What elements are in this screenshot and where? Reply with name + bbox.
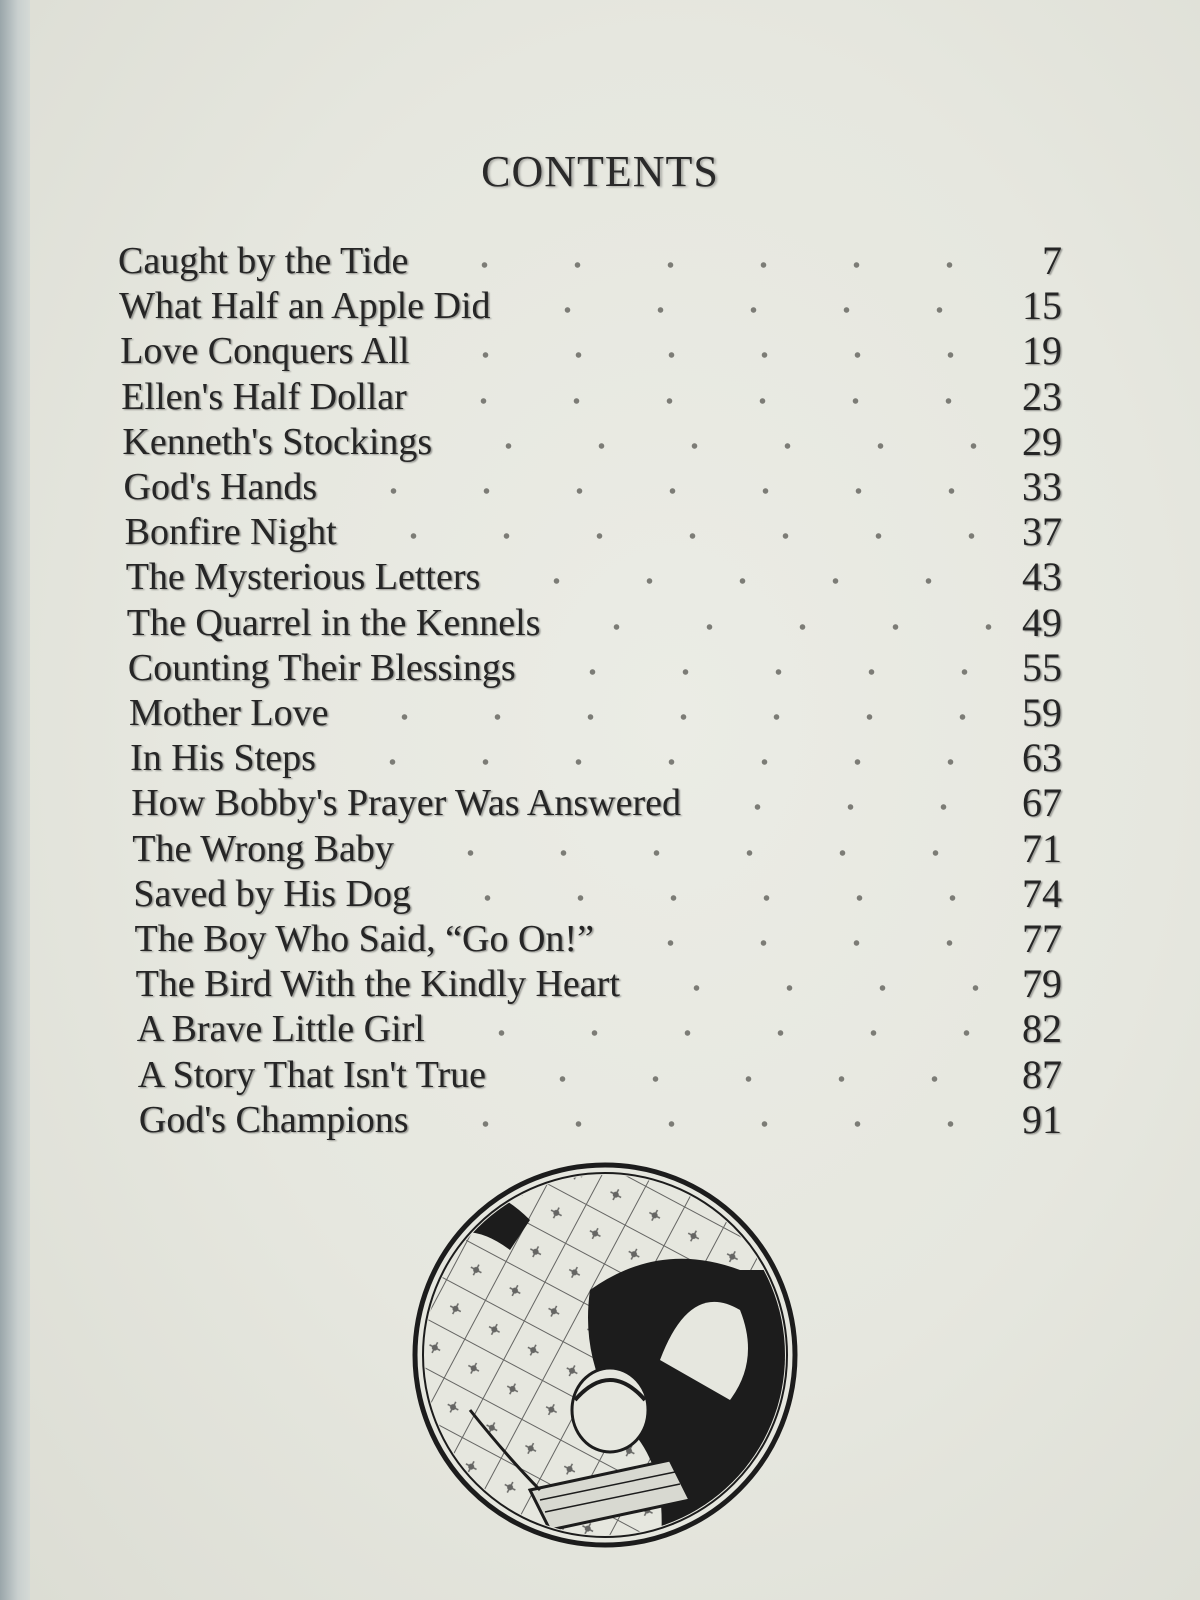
toc-entry-page-number: 7: [1042, 238, 1062, 283]
toc-entry-title: Ellen's Half Dollar: [121, 375, 407, 418]
dot-leader: [441, 895, 992, 901]
toc-entry: [120, 328, 1062, 374]
page-title: CONTENTS: [481, 147, 719, 196]
toc-entry-page-number: 55: [1021, 644, 1062, 690]
toc-entry: [121, 374, 1062, 420]
toc-entry-page-number: 29: [1021, 418, 1062, 464]
dot-leader: [711, 804, 992, 810]
toc-entry-page-number: 19: [1021, 328, 1062, 374]
toc-entry: [138, 1052, 1062, 1098]
toc-entry-page-number: 15: [1021, 283, 1062, 329]
toc-entry: [126, 554, 1062, 600]
toc-entry-title: The Mysterious Letters: [125, 556, 481, 599]
toc-entry-page-number: 87: [1021, 1051, 1062, 1097]
toc-entry: [132, 826, 1062, 872]
toc-entry-title: What Half an Apple Did: [119, 285, 491, 328]
circular-vignette-illustration: [410, 1160, 800, 1550]
dot-leader: [439, 352, 992, 358]
toc-entry: [139, 1097, 1062, 1143]
dot-leader: [462, 443, 992, 449]
dot-leader: [570, 624, 992, 630]
toc-entry-page-number: 43: [1021, 554, 1062, 600]
toc-entry-page-number: 49: [1021, 599, 1062, 645]
toc-entry-page-number: 74: [1021, 870, 1062, 916]
toc-entry-title: Kenneth's Stockings: [122, 420, 433, 463]
toc-entry: [127, 600, 1062, 646]
toc-entry: [131, 780, 1062, 826]
toc-entry: [128, 645, 1062, 691]
dot-leader: [650, 985, 992, 991]
toc-entry: [129, 690, 1062, 736]
dot-leader: [424, 850, 992, 856]
toc-entry-title: Counting Their Blessings: [127, 646, 516, 689]
toc-entry-page-number: 71: [1021, 825, 1062, 871]
toc-entry: [133, 871, 1062, 917]
toc-entry-page-number: 82: [1021, 1006, 1062, 1052]
toc-entry-page-number: 67: [1021, 780, 1062, 826]
toc-entry: [124, 464, 1063, 510]
dot-leader: [510, 578, 992, 584]
toc-entry-page-number: 23: [1021, 373, 1062, 419]
toc-entry-page-number: 37: [1021, 509, 1062, 555]
dot-leader: [438, 262, 992, 268]
dot-leader: [347, 488, 992, 494]
toc-entry-title: God's Hands: [123, 466, 318, 508]
toc-entry-title: How Bobby's Prayer Was Answered: [131, 782, 681, 825]
toc-entry-title: God's Champions: [138, 1098, 409, 1141]
toc-entry-page-number: 77: [1022, 916, 1062, 961]
dot-leader: [358, 714, 992, 720]
dot-leader: [437, 398, 992, 404]
toc-entry-title: A Story That Isn't True: [137, 1053, 486, 1096]
toc-entry-page-number: 91: [1021, 1096, 1062, 1142]
toc-entry-page-number: 33: [1022, 464, 1062, 509]
toc-entry: [136, 961, 1062, 1007]
toc-entry-title: The Bird With the Kindly Heart: [135, 963, 620, 1006]
toc-entry-page-number: 63: [1021, 735, 1062, 781]
toc-entry-title: A Brave Little Girl: [136, 1008, 425, 1051]
toc-entry: [122, 419, 1062, 465]
toc-entry-title: Mother Love: [129, 692, 329, 734]
dot-leader: [624, 940, 992, 946]
toc-entry: [137, 1006, 1062, 1052]
dot-leader: [367, 533, 992, 539]
dot-leader: [455, 1030, 992, 1036]
dot-leader: [521, 307, 992, 313]
toc-entry-title: Love Conquers All: [120, 330, 410, 373]
dot-leader: [346, 759, 992, 765]
toc-entry-title: The Boy Who Said, “Go On!”: [134, 918, 594, 960]
toc-entry: [130, 735, 1062, 781]
toc-entry: [118, 238, 1062, 284]
dot-leader: [516, 1076, 992, 1082]
toc-entry-title: The Quarrel in the Kennels: [126, 601, 541, 644]
toc-entry-title: Caught by the Tide: [118, 240, 409, 282]
dot-leader: [439, 1121, 992, 1127]
toc-entry-title: In His Steps: [130, 737, 316, 780]
toc-entry: [119, 283, 1062, 329]
toc-entry-title: The Wrong Baby: [132, 827, 394, 870]
toc-entry-title: Saved by His Dog: [133, 872, 411, 915]
dot-leader: [546, 669, 992, 675]
toc-entry-page-number: 59: [1022, 690, 1062, 735]
toc-entry: [125, 509, 1062, 555]
toc-entry-page-number: 79: [1021, 961, 1062, 1007]
toc-entry-title: Bonfire Night: [124, 511, 337, 554]
toc-entry: [135, 916, 1063, 962]
